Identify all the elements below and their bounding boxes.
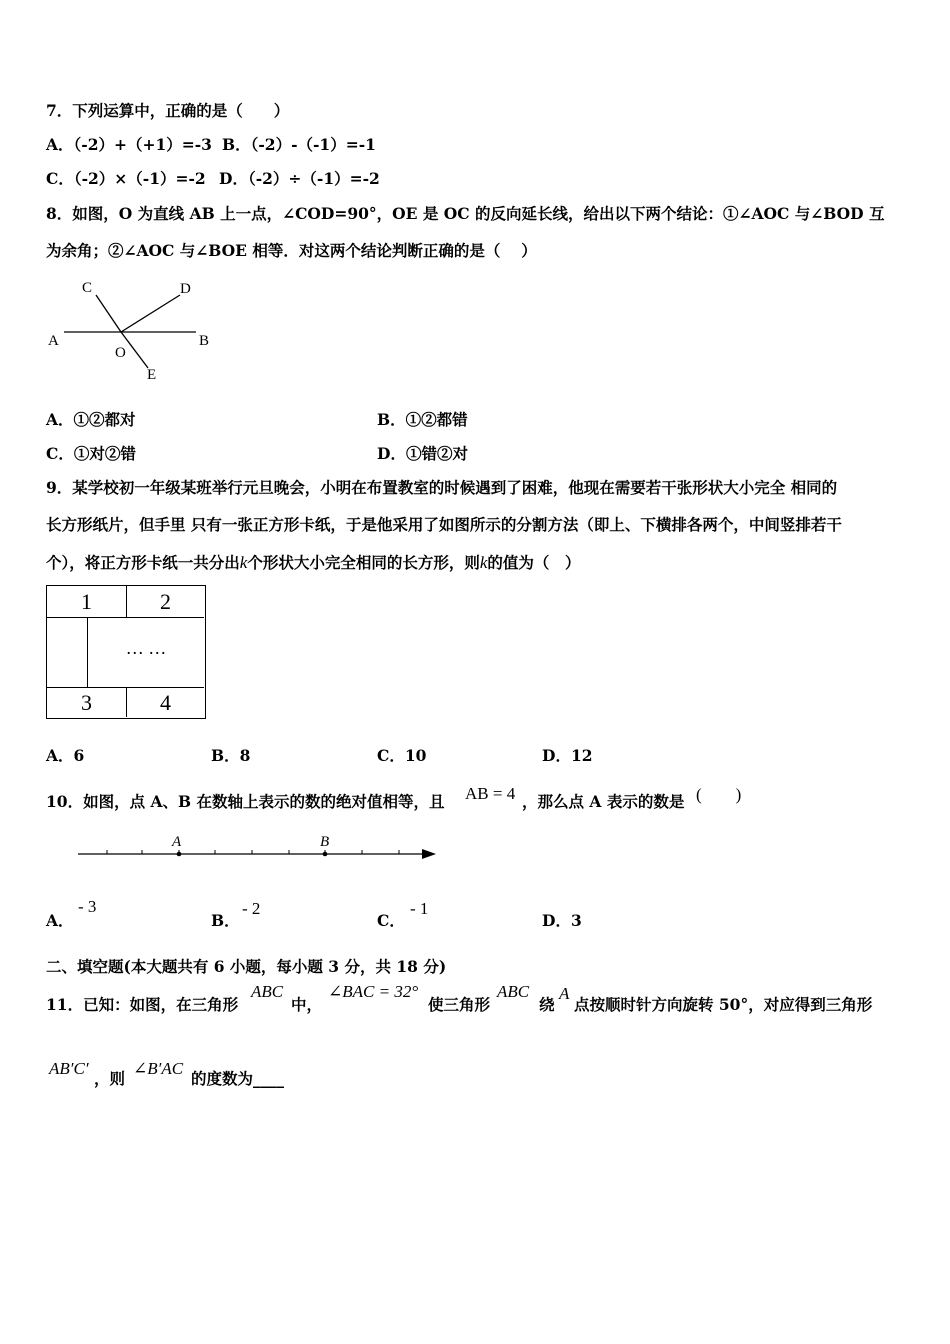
point-a-dot	[177, 852, 182, 857]
q8-stem-line1: 8．如图，O 为直线 AB 上一点，∠COD=90°，OE 是 OC 的反向延长线，给出以下两个结论：①∠AOC 与∠BOD 互	[46, 204, 885, 223]
q9-line3-part3: 的值为（ ）	[487, 553, 581, 572]
q9-line3-part1: 个），将正方形卡纸一共分出	[46, 553, 240, 572]
q9-stem-line3	[46, 553, 580, 573]
q10-option-d: D．3	[542, 911, 582, 930]
grid-cell-4: 4	[127, 687, 204, 717]
q7-option-d: D．（-2）÷（-1）=-2	[219, 169, 380, 188]
q10-option-c-label: C．	[377, 911, 405, 930]
q11-point-a: A	[559, 984, 570, 1003]
q7-option-c: C．（-2）×（-1）=-2	[46, 169, 206, 188]
q10-option-a-value: - 3	[78, 897, 97, 916]
q8-stem-line2: 为余角；②∠AOC 与∠BOE 相等．对这两个结论判断正确的是（ ）	[46, 241, 537, 260]
q10-option-a-label: A．	[46, 911, 74, 930]
q10-formula-ab: AB = 4	[465, 784, 516, 803]
section-2-heading: 二、填空题(本大题共有 6 小题，每小题 3 分，共 18 分)	[46, 957, 447, 976]
q9-option-c: C．10	[377, 746, 427, 765]
q8-option-a: A．①②都对	[46, 410, 136, 429]
grid-cell-3: 3	[47, 687, 127, 717]
q11-part6: ，则	[94, 1069, 126, 1088]
q10-answer-paren: ( )	[696, 785, 742, 804]
grid-cell-2: 2	[127, 586, 204, 618]
label-d: D	[180, 281, 191, 297]
q9-line3-part2: 个形状大小完全相同的长方形，则	[247, 553, 480, 572]
label-e: E	[147, 367, 157, 383]
q8-option-c: C．①对②错	[46, 444, 136, 463]
grid-middle-strip	[47, 618, 88, 687]
q11-angle-bac: ∠BAC = 32°	[328, 982, 419, 1001]
q9-var-k-2: k	[479, 553, 488, 572]
q11-triangle-prime: AB′C′	[49, 1059, 89, 1078]
q9-var-k: k	[239, 553, 248, 572]
q11-part3: 使三角形	[428, 995, 491, 1014]
q10-stem-part2: ，那么点 A 表示的数是	[522, 792, 685, 811]
label-o: O	[115, 345, 126, 361]
q9-square-card-figure	[46, 585, 206, 719]
q11-part4: 绕	[539, 995, 555, 1014]
ray-od	[121, 295, 180, 332]
q11-triangle-abc-2: ABC	[497, 982, 530, 1001]
arrowhead	[422, 849, 436, 859]
q11-part2: 中，	[291, 995, 323, 1014]
label-b: B	[199, 333, 210, 349]
q10-option-b-value: - 2	[242, 899, 261, 918]
q8-angle-figure	[40, 275, 220, 385]
q9-option-d: D．12	[542, 746, 593, 765]
point-a-label: A	[172, 834, 182, 850]
q9-option-b: B．8	[211, 746, 251, 765]
q9-stem-line2: 长方形纸片，但手里 只有一张正方形卡纸，于是他采用了如图所示的分割方法（即上、下横排各两个，中间竖排若干	[46, 515, 842, 534]
q11-part5: 点按顺时针方向旋转 50°，对应得到三角形	[574, 995, 873, 1014]
ray-oc	[96, 295, 121, 332]
label-c: C	[82, 280, 93, 296]
grid-cell-1: 1	[47, 586, 127, 618]
q8-option-b: B．①②都错	[377, 410, 468, 429]
q7-option-b: B．（-2）-（-1）=-1	[222, 135, 376, 154]
q10-number-line	[70, 830, 450, 866]
q9-option-a: A．6	[46, 746, 85, 765]
q11-angle-b-prime-ac: ∠B′AC	[133, 1059, 184, 1078]
q11-part1: 11．已知：如图，在三角形	[46, 995, 239, 1014]
q10-stem-part1: 10．如图，点 A、B 在数轴上表示的数的绝对值相等，且	[46, 792, 445, 811]
grid-middle-dots: … …	[125, 638, 167, 658]
point-b-dot	[323, 852, 328, 857]
q7-option-a: A．（-2）+（+1）=-3	[46, 135, 212, 154]
q11-part7-blank: 的度数为____	[191, 1069, 285, 1088]
q11-triangle-abc: ABC	[251, 982, 284, 1001]
q10-option-c-value: - 1	[410, 899, 429, 918]
label-a: A	[48, 333, 59, 349]
q10-option-b-label: B．	[211, 911, 240, 930]
q9-stem-line1: 9．某学校初一年级某班举行元旦晚会，小明在布置教室的时候遇到了困难，他现在需要若干张形状大小完全 相同的	[46, 478, 838, 497]
point-b-label: B	[320, 834, 330, 850]
q8-option-d: D．①错②对	[377, 444, 468, 463]
q7-stem: 7．下列运算中，正确的是（ ）	[46, 101, 290, 120]
